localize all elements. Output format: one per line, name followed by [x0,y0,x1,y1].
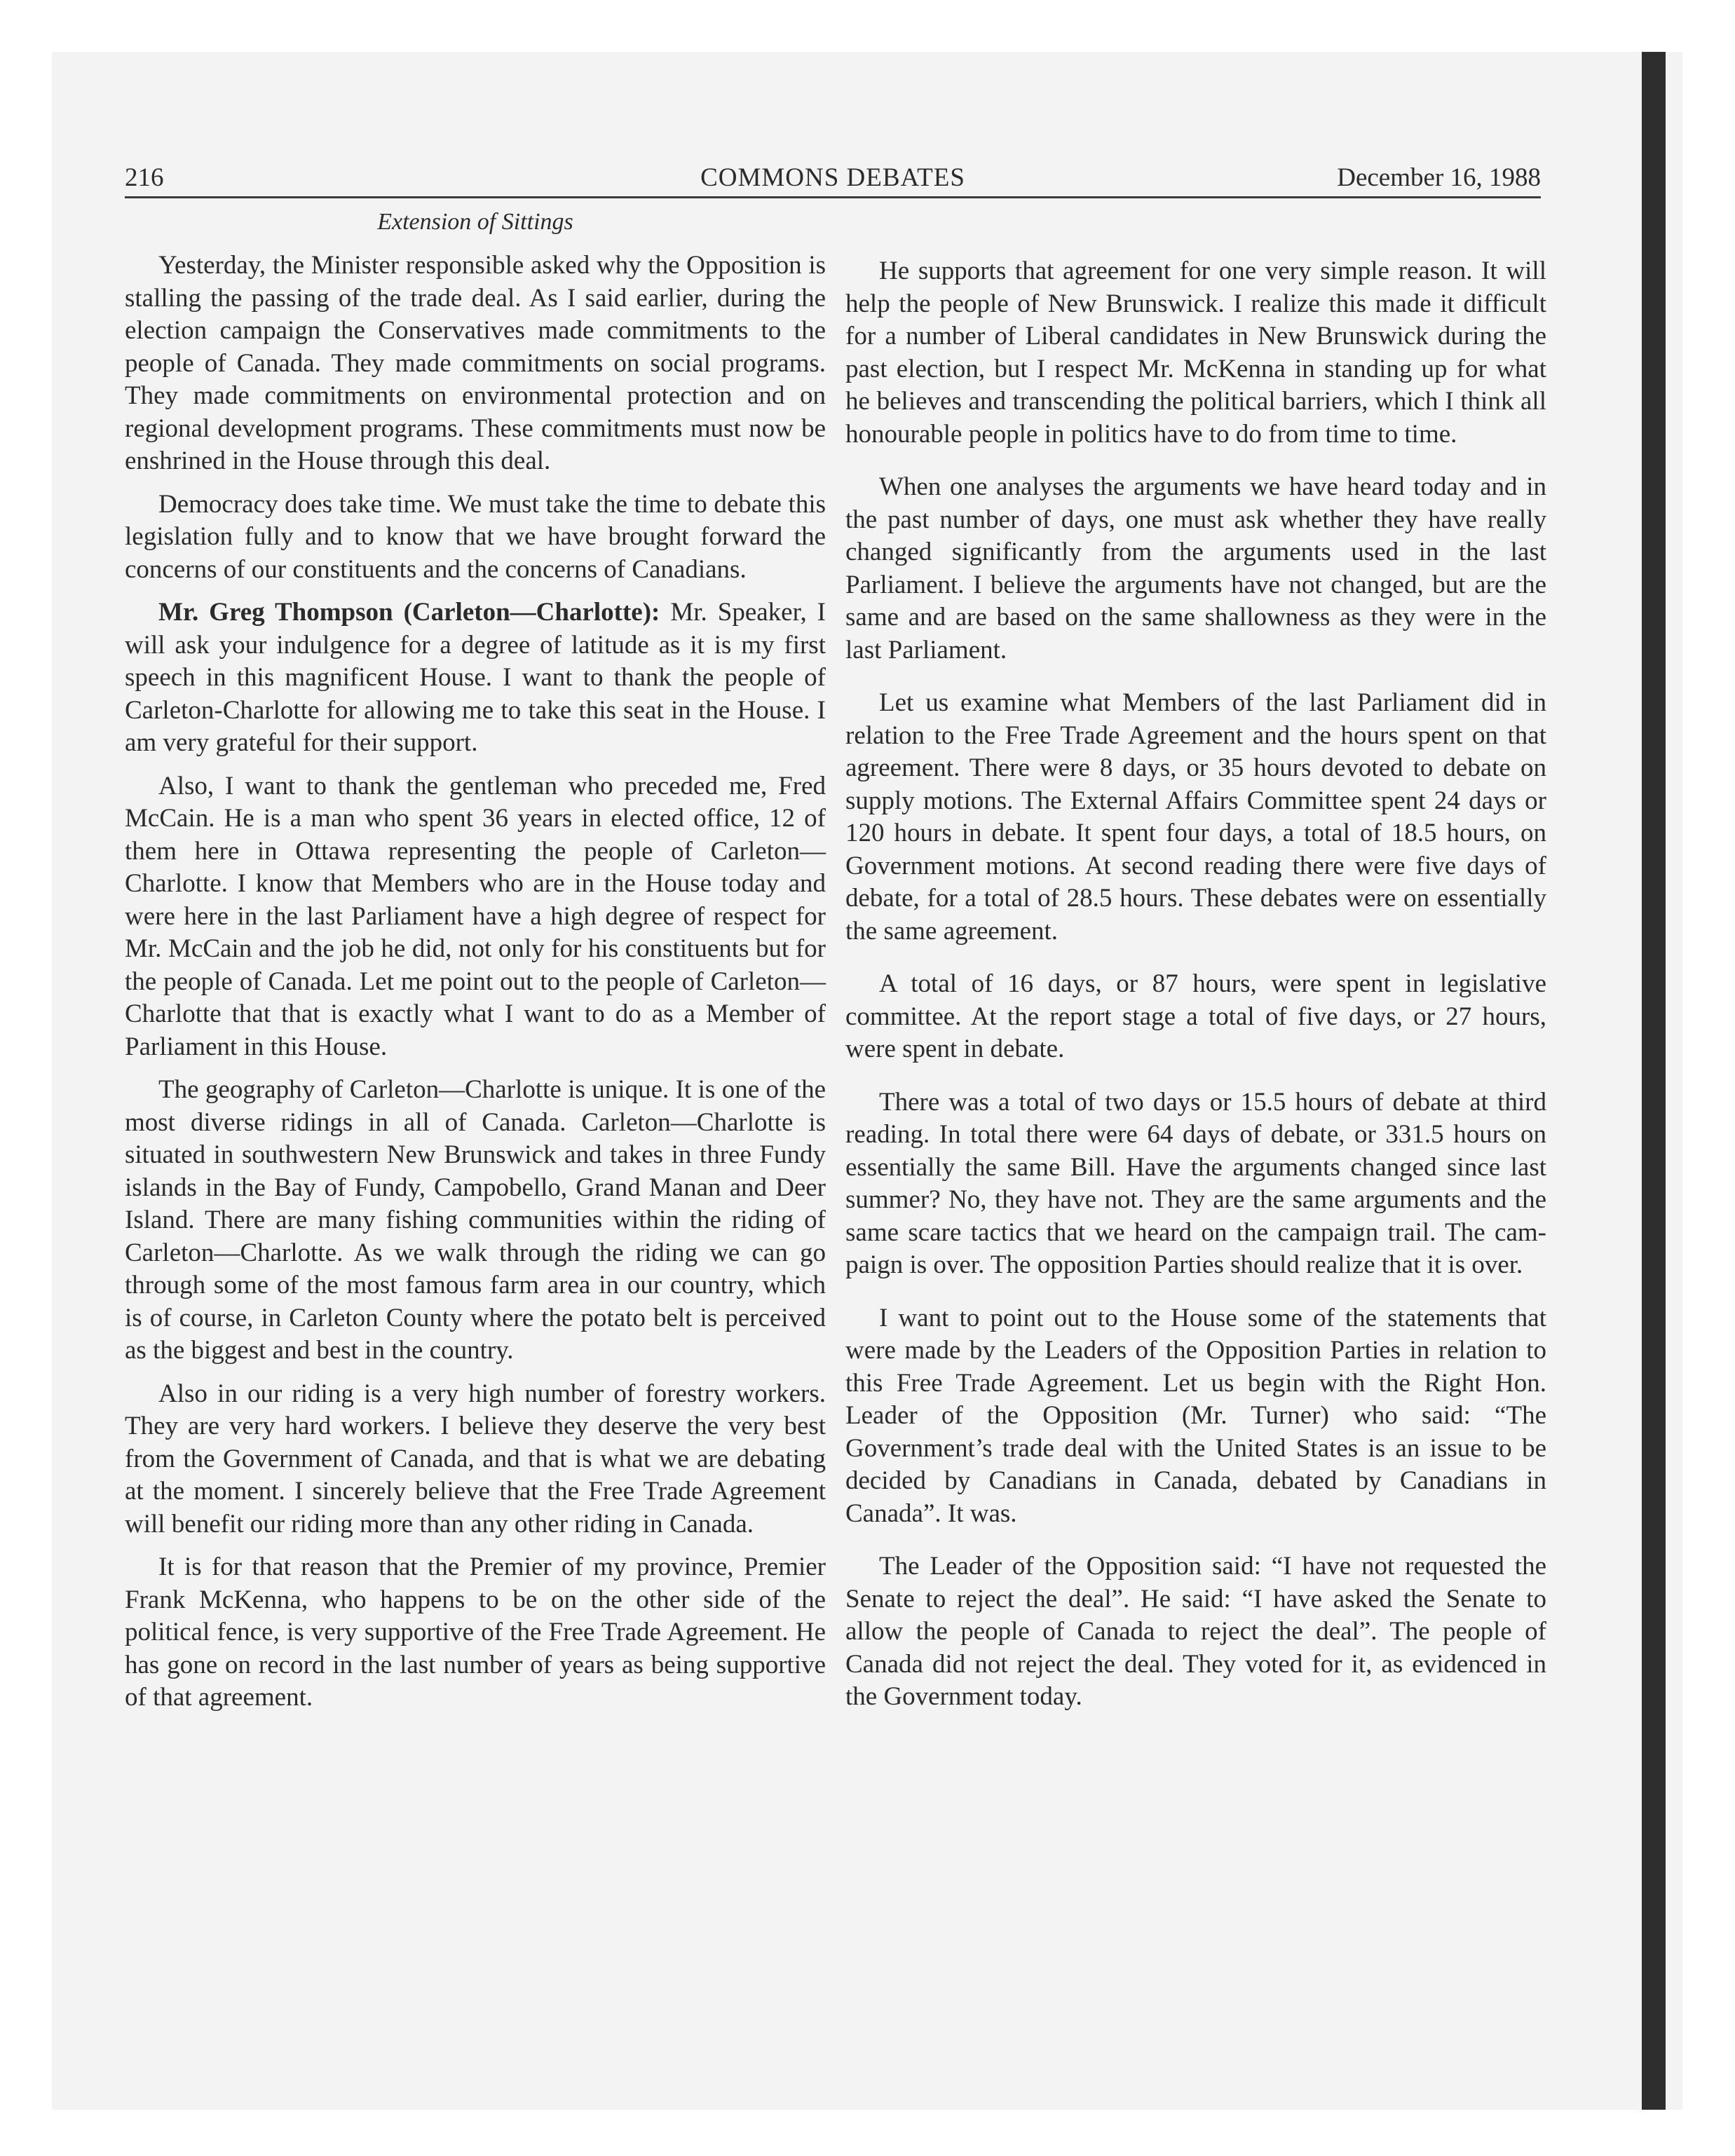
paragraph [845,1550,1546,1714]
section-title: Extension of Sittings [377,209,573,235]
paragraph [125,1378,826,1541]
paragraph [125,596,826,760]
speaker-name: Mr. Greg Thompson (Carleton—Charlotte): [158,598,660,627]
paragraph [845,968,1546,1066]
paragraph [845,471,1546,667]
paragraph [845,1086,1546,1282]
page-number: 216 [125,163,164,192]
left-column [125,250,826,1725]
paragraph-text: The geography of Carleton—Charlotte is unique. It is one of the most diverse ridings in all of Canada. Carleton—Charlotte is situated in southwestern New Brunswick and takes in three Fundy islands in the Bay of Fundy, Campobello, Grand Manan and Deer Island. There are many fishing communities within the riding of Carleton—Charlotte. As we walk through the riding we can go through some of the most famous farm area in our country, which is of course, in Carleton County where the potato belt is perceived as the biggest and best in the country. [125,1075,826,1365]
paragraph-text: Also in our riding is a very high number of forestry workers. They are very hard workers. I believe they deserve the very best from the Government of Canada, and that is what we are debating at the moment. I sincerely believe that the Free Trade Agreement will benefit our riding more than any other riding in Canada. [125,1379,826,1538]
paragraph [125,1074,826,1367]
paragraph-text: He supports that agreement for one very simple reason. It will help the people of New Brunswick. I realize this made it difficult for a number of Liberal candidates in New Brunswick during the past election, but I respect Mr. McKenna in standing up for what he believes and transcending the political barriers, which I think all honourable people in politics have to do from time to time. [845,257,1546,449]
paragraph [845,255,1546,451]
right-column [845,255,1546,1734]
paragraph-text: Yesterday, the Minister responsible asked why the Opposition is stalling the passing of the trade deal. As I said earlier, during the election campaign the Conservatives made commitments to the people of Canada. They made commitments on social programs. They made commitments on environmental protection and on regional development programs. These commitments must now be enshrined in the House through this deal. [125,251,826,475]
running-head: COMMONS DEBATES [700,163,965,192]
paragraph-text: I want to point out to the House some of the statements that were made by the Leaders of the Opposition Parties in relation to this Free Trade Agreement. Let us begin with the Right Hon. Leader of the Opposition (Mr. Turner) who said: “The Government’s trade deal with the United States is an issue to be decided by Canadians in Canada, debated by Canadians in Canada”. It was. [845,1303,1546,1528]
paragraph [125,489,826,587]
page-header [125,157,1541,199]
paragraph-text: It is for that reason that the Premier of my province, Premier Frank McKenna, who happens to be on the other side of the political fence, is very supportive of the Free Trade Agreement. He has gone on record in the last number of years as being supportive of that agreement. [125,1553,826,1712]
paragraph [125,770,826,1064]
header-rule [125,196,1541,198]
header-date: December 16, 1988 [1337,163,1541,192]
paragraph-text: A total of 16 days, or 87 hours, were spent in legislative committee. At the report stage a total of five days, or 27 hours, were spent in debate. [845,969,1546,1063]
paragraph-text: Democracy does take time. We must take the time to debate this legislation fully and to know that we have brought forward the concerns of our constituents and the concerns of Canadians. [125,489,826,584]
paragraph [125,250,826,478]
paragraph-text: Let us examine what Members of the last Parliament did in relation to the Free Trade Agreement and the hours spent on that agreement. There were 8 days, or 35 hours devoted to debate on supply motions. The External Affairs Committee spent 24 days or 120 hours in debate. It spent four days, a total of 18.5 hours, on Government motions. At second reading there were five days of debate, for a total of 28.5 hours. These debates were on essentially the same agreement. [845,688,1546,946]
paragraph [125,1551,826,1714]
scan-edge-shadow [1642,52,1666,2110]
paragraph [845,687,1546,948]
paragraph-text: There was a total of two days or 15.5 hours of debate at third reading. In total there were 64 days of debate, or 331.5 hours on essentially the same Bill. Have the arguments changed since last summer? No, they have not. They are the same arguments and the same scare tactics that we heard on the campaign trail. The campaign is over. The opposition Parties should realize that it is over. [845,1087,1546,1279]
paragraph-text: When one analyses the arguments we have heard today and in the past number of days, one must ask whether they have really changed significantly from the arguments used in the last Parliament. I believe the arguments have not changed, but are the same and are based on the same shallowness as they were in the last Parliament. [845,472,1546,664]
paragraph [845,1302,1546,1531]
paragraph-text: The Leader of the Opposition said: “I have not requested the Senate to reject the deal”. He said: “I have asked the Senate to allow the people of Canada to reject the deal”. The people of Canada did not reject the deal. They voted for it, as evidenced in the Government today. [845,1552,1546,1711]
paragraph-text: Mr. Speaker, I will ask your indulgence for a degree of latitude as it is my first speech in this magnificent House. I want to thank the people of Carleton-Charlotte for allowing me to take this seat in the House. I am very grateful for their support. [125,598,826,757]
paragraph-text: Also, I want to thank the gentleman who preceded me, Fred McCain. He is a man who spent 36 years in elected office, 12 of them here in Ottawa representing the people of Carleton—Charlotte. I know that Members who are in the House today and were here in the last Parliament have a high degree of respect for Mr. McCain and the job he did, not only for his constituents but for the people of Canada. Let me point out to the people of Carleton—Charlotte that that is exactly what I want to do as a Member of Parliament in this House. [125,771,826,1061]
